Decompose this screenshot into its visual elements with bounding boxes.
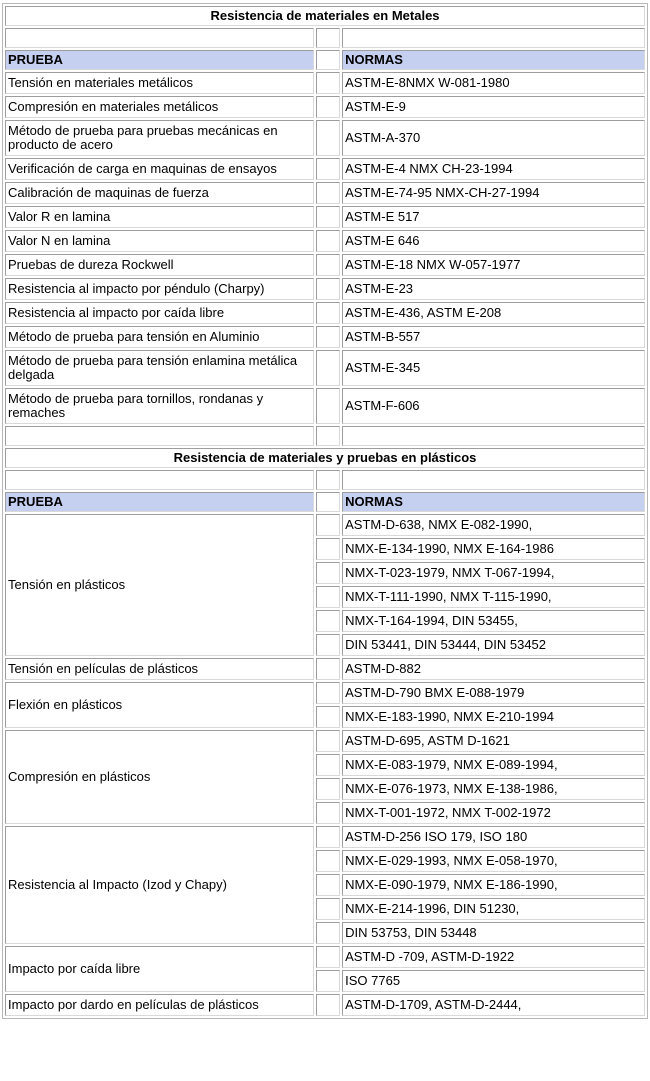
header-row bbox=[5, 492, 645, 512]
table-row bbox=[5, 730, 645, 752]
empty-cell bbox=[342, 426, 645, 446]
table-row bbox=[5, 658, 645, 680]
table-row bbox=[5, 514, 645, 536]
header-row bbox=[5, 50, 645, 70]
table-row bbox=[5, 254, 645, 276]
empty-cell bbox=[316, 826, 340, 848]
standard-cell: ASTM-E 517 bbox=[342, 206, 645, 228]
standard-cell: NMX-E-076-1973, NMX E-138-1986, bbox=[342, 778, 645, 800]
standard-cell: ASTM-E-9 bbox=[342, 96, 645, 118]
empty-cell bbox=[5, 28, 314, 48]
standard-cell: ASTM-E 646 bbox=[342, 230, 645, 252]
empty-cell bbox=[316, 946, 340, 968]
standards-table bbox=[2, 3, 648, 1019]
test-name-cell: Valor N en lamina bbox=[5, 230, 314, 252]
empty-cell bbox=[316, 754, 340, 776]
table-row bbox=[5, 946, 645, 968]
standard-cell: NMX-E-090-1979, NMX E-186-1990, bbox=[342, 874, 645, 896]
table-row bbox=[5, 182, 645, 204]
standard-cell: NMX-T-164-1994, DIN 53455, bbox=[342, 610, 645, 632]
empty-cell bbox=[316, 492, 340, 512]
section-title-row bbox=[5, 6, 645, 26]
empty-cell bbox=[316, 302, 340, 324]
empty-cell bbox=[316, 514, 340, 536]
empty-cell bbox=[316, 120, 340, 156]
empty-cell bbox=[316, 898, 340, 920]
column-header-prueba: PRUEBA bbox=[5, 50, 314, 70]
empty-cell bbox=[316, 730, 340, 752]
empty-cell bbox=[316, 538, 340, 560]
column-header-normas: NORMAS bbox=[342, 492, 645, 512]
standard-cell: NMX-T-023-1979, NMX T-067-1994, bbox=[342, 562, 645, 584]
table-row bbox=[5, 388, 645, 424]
test-name-cell: Verificación de carga en maquinas de ensayos bbox=[5, 158, 314, 180]
empty-cell bbox=[316, 850, 340, 872]
empty-cell bbox=[316, 28, 340, 48]
standard-cell: ASTM-D-695, ASTM D-1621 bbox=[342, 730, 645, 752]
spacer-row bbox=[5, 426, 645, 446]
empty-cell bbox=[316, 706, 340, 728]
standard-cell: ASTM-B-557 bbox=[342, 326, 645, 348]
empty-cell bbox=[316, 158, 340, 180]
empty-cell bbox=[316, 682, 340, 704]
test-name-cell: Resistencia al Impacto (Izod y Chapy) bbox=[5, 826, 314, 944]
empty-cell bbox=[5, 426, 314, 446]
test-name-cell: Método de prueba para tensión en Aluminio bbox=[5, 326, 314, 348]
standard-cell: NMX-E-083-1979, NMX E-089-1994, bbox=[342, 754, 645, 776]
standard-cell: ASTM-E-8NMX W-081-1980 bbox=[342, 72, 645, 94]
test-name-cell: Flexión en plásticos bbox=[5, 682, 314, 728]
empty-cell bbox=[316, 658, 340, 680]
empty-cell bbox=[316, 278, 340, 300]
empty-cell bbox=[5, 470, 314, 490]
standard-cell: ASTM-E-345 bbox=[342, 350, 645, 386]
table-row bbox=[5, 72, 645, 94]
standard-cell: NMX-E-029-1993, NMX E-058-1970, bbox=[342, 850, 645, 872]
standard-cell: ASTM-D-1709, ASTM-D-2444, bbox=[342, 994, 645, 1016]
empty-cell bbox=[316, 254, 340, 276]
table-row bbox=[5, 826, 645, 848]
section-title-row bbox=[5, 448, 645, 468]
test-name-cell: Tensión en materiales metálicos bbox=[5, 72, 314, 94]
empty-cell bbox=[316, 388, 340, 424]
standards-table-body bbox=[5, 6, 645, 1016]
empty-cell bbox=[342, 28, 645, 48]
table-row bbox=[5, 96, 645, 118]
test-name-cell: Compresión en plásticos bbox=[5, 730, 314, 824]
empty-cell bbox=[316, 562, 340, 584]
standard-cell: ASTM-D-638, NMX E-082-1990, bbox=[342, 514, 645, 536]
standard-cell: ASTM-F-606 bbox=[342, 388, 645, 424]
standard-cell: ASTM-A-370 bbox=[342, 120, 645, 156]
standard-cell: ASTM-E-74-95 NMX-CH-27-1994 bbox=[342, 182, 645, 204]
spacer-row bbox=[5, 28, 645, 48]
table-row bbox=[5, 158, 645, 180]
test-name-cell: Compresión en materiales metálicos bbox=[5, 96, 314, 118]
plastics-section-title: Resistencia de materiales y pruebas en plásticos bbox=[5, 448, 645, 468]
table-row bbox=[5, 326, 645, 348]
column-header-prueba: PRUEBA bbox=[5, 492, 314, 512]
test-name-cell: Resistencia al impacto por caída libre bbox=[5, 302, 314, 324]
table-row bbox=[5, 682, 645, 704]
standard-cell: ASTM-D-882 bbox=[342, 658, 645, 680]
standard-cell: DIN 53753, DIN 53448 bbox=[342, 922, 645, 944]
test-name-cell: Método de prueba para tensión enlamina metálica delgada bbox=[5, 350, 314, 386]
empty-cell bbox=[316, 778, 340, 800]
standard-cell: NMX-E-134-1990, NMX E-164-1986 bbox=[342, 538, 645, 560]
empty-cell bbox=[316, 470, 340, 490]
empty-cell bbox=[316, 230, 340, 252]
test-name-cell: Impacto por caída libre bbox=[5, 946, 314, 992]
metals-section-title: Resistencia de materiales en Metales bbox=[5, 6, 645, 26]
standard-cell: ASTM-E-4 NMX CH-23-1994 bbox=[342, 158, 645, 180]
test-name-cell: Tensión en plásticos bbox=[5, 514, 314, 656]
test-name-cell: Pruebas de dureza Rockwell bbox=[5, 254, 314, 276]
empty-cell bbox=[316, 586, 340, 608]
empty-cell bbox=[316, 96, 340, 118]
empty-cell bbox=[342, 470, 645, 490]
empty-cell bbox=[316, 922, 340, 944]
empty-cell bbox=[316, 72, 340, 94]
standard-cell: ISO 7765 bbox=[342, 970, 645, 992]
standard-cell: ASTM-D-256 ISO 179, ISO 180 bbox=[342, 826, 645, 848]
empty-cell bbox=[316, 206, 340, 228]
empty-cell bbox=[316, 994, 340, 1016]
standard-cell: ASTM-D -709, ASTM-D-1922 bbox=[342, 946, 645, 968]
table-row bbox=[5, 994, 645, 1016]
test-name-cell: Valor R en lamina bbox=[5, 206, 314, 228]
table-row bbox=[5, 350, 645, 386]
standard-cell: NMX-T-001-1972, NMX T-002-1972 bbox=[342, 802, 645, 824]
table-row bbox=[5, 302, 645, 324]
empty-cell bbox=[316, 970, 340, 992]
empty-cell bbox=[316, 326, 340, 348]
table-row bbox=[5, 278, 645, 300]
empty-cell bbox=[316, 634, 340, 656]
standard-cell: NMX-E-214-1996, DIN 51230, bbox=[342, 898, 645, 920]
standard-cell: DIN 53441, DIN 53444, DIN 53452 bbox=[342, 634, 645, 656]
empty-cell bbox=[316, 50, 340, 70]
table-row bbox=[5, 120, 645, 156]
table-row bbox=[5, 230, 645, 252]
standard-cell: ASTM-E-436, ASTM E-208 bbox=[342, 302, 645, 324]
column-header-normas: NORMAS bbox=[342, 50, 645, 70]
empty-cell bbox=[316, 874, 340, 896]
standard-cell: ASTM-E-23 bbox=[342, 278, 645, 300]
test-name-cell: Método de prueba para tornillos, rondanas y remaches bbox=[5, 388, 314, 424]
standard-cell: NMX-E-183-1990, NMX E-210-1994 bbox=[342, 706, 645, 728]
table-row bbox=[5, 206, 645, 228]
test-name-cell: Tensión en películas de plásticos bbox=[5, 658, 314, 680]
test-name-cell: Calibración de maquinas de fuerza bbox=[5, 182, 314, 204]
empty-cell bbox=[316, 610, 340, 632]
empty-cell bbox=[316, 182, 340, 204]
empty-cell bbox=[316, 350, 340, 386]
spacer-row bbox=[5, 470, 645, 490]
standard-cell: ASTM-E-18 NMX W-057-1977 bbox=[342, 254, 645, 276]
test-name-cell: Método de prueba para pruebas mecánicas en producto de acero bbox=[5, 120, 314, 156]
standard-cell: NMX-T-111-1990, NMX T-115-1990, bbox=[342, 586, 645, 608]
test-name-cell: Resistencia al impacto por péndulo (Charpy) bbox=[5, 278, 314, 300]
empty-cell bbox=[316, 426, 340, 446]
empty-cell bbox=[316, 802, 340, 824]
test-name-cell: Impacto por dardo en películas de plásticos bbox=[5, 994, 314, 1016]
standard-cell: ASTM-D-790 BMX E-088-1979 bbox=[342, 682, 645, 704]
